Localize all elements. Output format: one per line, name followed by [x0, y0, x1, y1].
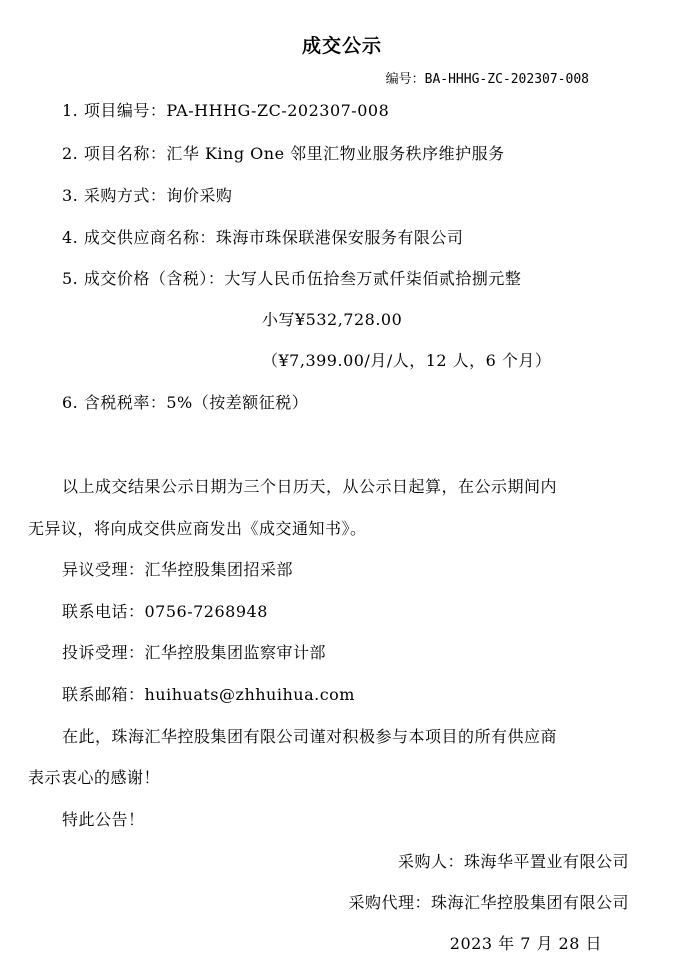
notice-paragraph-line-1: 以上成交结果公示日期为三个日历天，从公示日起算，在公示期间内	[62, 477, 558, 496]
item-price-breakdown: （¥7,399.00/月/人，12 人，6 个月）	[262, 351, 552, 370]
document-title: 成交公示	[301, 35, 382, 57]
purchaser-signature: 采购人：珠海华平置业有限公司	[397, 852, 629, 871]
item-procurement-method: 3. 采购方式：询价采购	[62, 186, 233, 205]
item-tax-rate: 6. 含税税率：5%（按差额征税）	[62, 393, 309, 412]
item-price-lowercase: 小写¥532,728.00	[262, 310, 403, 329]
objection-handler: 异议受理：汇华控股集团招采部	[62, 560, 294, 579]
contact-email: 联系邮箱：huihuats@zhhuihua.com	[62, 685, 355, 704]
contact-phone: 联系电话：0756-7268948	[62, 602, 268, 621]
closing-statement: 特此公告！	[62, 810, 145, 829]
notice-paragraph-line-2: 无异议，将向成交供应商发出《成交通知书》。	[28, 519, 367, 538]
document-number: 编号：BA-HHHG-ZC-202307-008	[385, 72, 589, 87]
item-supplier-name: 4. 成交供应商名称：珠海市珠保联港保安服务有限公司	[62, 228, 464, 247]
item-project-number: 1. 项目编号：PA-HHHG-ZC-202307-008	[62, 101, 390, 120]
thanks-paragraph-line-2: 表示衷心的感谢！	[28, 768, 161, 787]
item-price-uppercase: 5. 成交价格（含税）：大写人民币伍拾叁万贰仟柒佰贰拾捌元整	[62, 269, 522, 288]
item-project-name: 2. 项目名称：汇华 King One 邻里汇物业服务秩序维护服务	[62, 144, 505, 163]
document-date: 2023 年 7 月 28 日	[449, 934, 602, 953]
thanks-paragraph-line-1: 在此，珠海汇华控股集团有限公司谨对积极参与本项目的所有供应商	[62, 727, 558, 746]
agent-signature: 采购代理：珠海汇华控股集团有限公司	[348, 893, 629, 912]
complaint-handler: 投诉受理：汇华控股集团监察审计部	[62, 643, 327, 662]
